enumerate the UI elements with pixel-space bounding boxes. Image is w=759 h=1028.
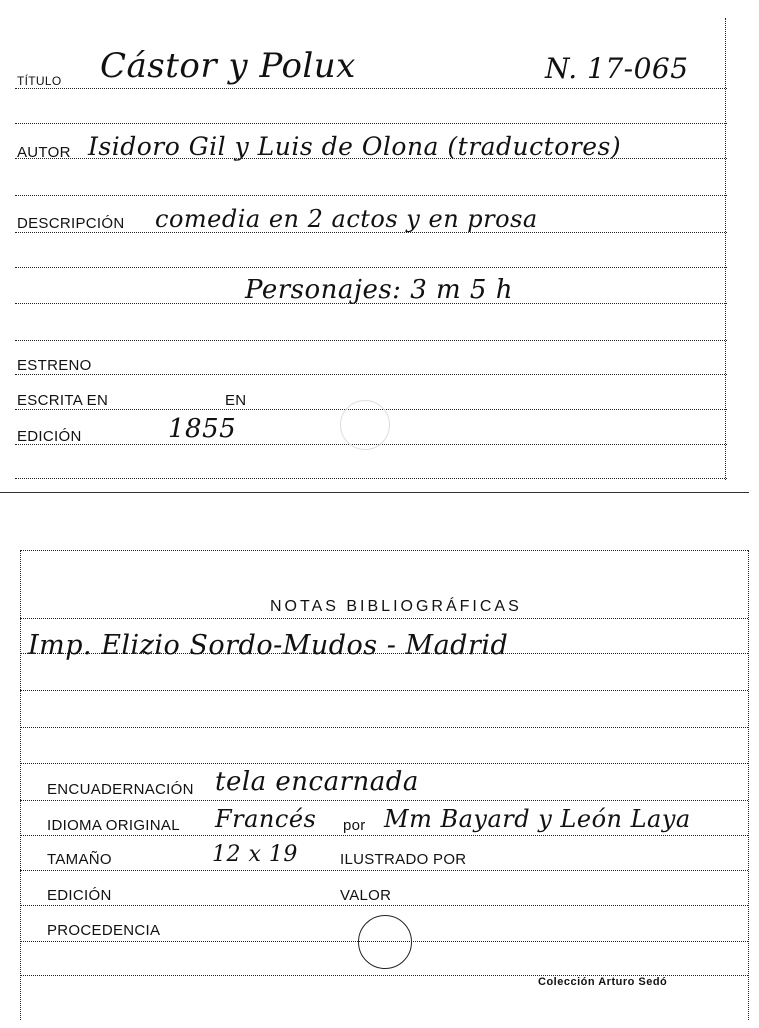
rule-line: [15, 267, 727, 268]
descripcion-value: comedia en 2 actos y en prosa: [155, 205, 538, 233]
catalog-number: N. 17-065: [545, 52, 689, 85]
rule-line: [15, 195, 727, 196]
card-border-top: [20, 550, 748, 551]
estreno-label: ESTRENO: [17, 357, 92, 374]
escrita-en-label: EN: [225, 392, 247, 409]
autor-value: Isidoro Gil y Luis de Olona (traductores): [88, 132, 622, 161]
card-border-right: [748, 550, 749, 1020]
tamano-value: 12 x 19: [212, 842, 298, 867]
rule-line: [20, 835, 748, 836]
valor-label: VALOR: [340, 887, 392, 904]
rule-line: [20, 727, 748, 728]
catalog-card-bottom: [0, 495, 759, 1028]
personajes-value: Personajes: 3 m 5 h: [245, 275, 513, 305]
por-label: por: [343, 817, 366, 834]
edicion-label-top: EDICIÓN: [17, 428, 82, 445]
card-border-left: [20, 550, 21, 1020]
rule-line: [20, 763, 748, 764]
rule-line: [20, 618, 748, 619]
rule-line: [20, 690, 748, 691]
edicion-value-top: 1855: [168, 414, 237, 444]
descripcion-label: DESCRIPCIÓN: [17, 215, 125, 232]
rule-line: [15, 123, 727, 124]
rule-line: [20, 800, 748, 801]
notas-heading: NOTAS BIBLIOGRÁFICAS: [270, 598, 522, 615]
titulo-value: Cástor y Polux: [100, 46, 356, 86]
por-value: Mm Bayard y León Laya: [384, 805, 691, 833]
rule-line: [20, 905, 748, 906]
rule-line: [15, 340, 727, 341]
collection-credit: Colección Arturo Sedó: [538, 976, 668, 988]
punch-hole: [340, 400, 390, 450]
encuadernacion-value: tela encarnada: [215, 767, 419, 797]
edicion-label-bottom: EDICIÓN: [47, 887, 112, 904]
ilustrado-label: ILUSTRADO POR: [340, 851, 467, 868]
rule-line: [20, 870, 748, 871]
encuadernacion-label: ENCUADERNACIÓN: [47, 781, 194, 798]
idioma-value: Francés: [215, 805, 317, 833]
escrita-label: ESCRITA EN: [17, 392, 109, 409]
autor-label: AUTOR: [17, 144, 71, 161]
idioma-label: IDIOMA ORIGINAL: [47, 817, 180, 834]
catalog-card-top: [0, 0, 759, 495]
rule-line: [15, 88, 727, 89]
punch-hole: [358, 915, 412, 969]
tamano-label: TAMAÑO: [47, 851, 112, 868]
card-separator: [0, 492, 749, 493]
notas-value: Imp. Elizio Sordo-Mudos - Madrid: [28, 630, 509, 661]
titulo-label: TÍTULO: [17, 74, 62, 88]
rule-line: [15, 374, 727, 375]
procedencia-label: PROCEDENCIA: [47, 922, 161, 939]
rule-line: [15, 478, 727, 479]
